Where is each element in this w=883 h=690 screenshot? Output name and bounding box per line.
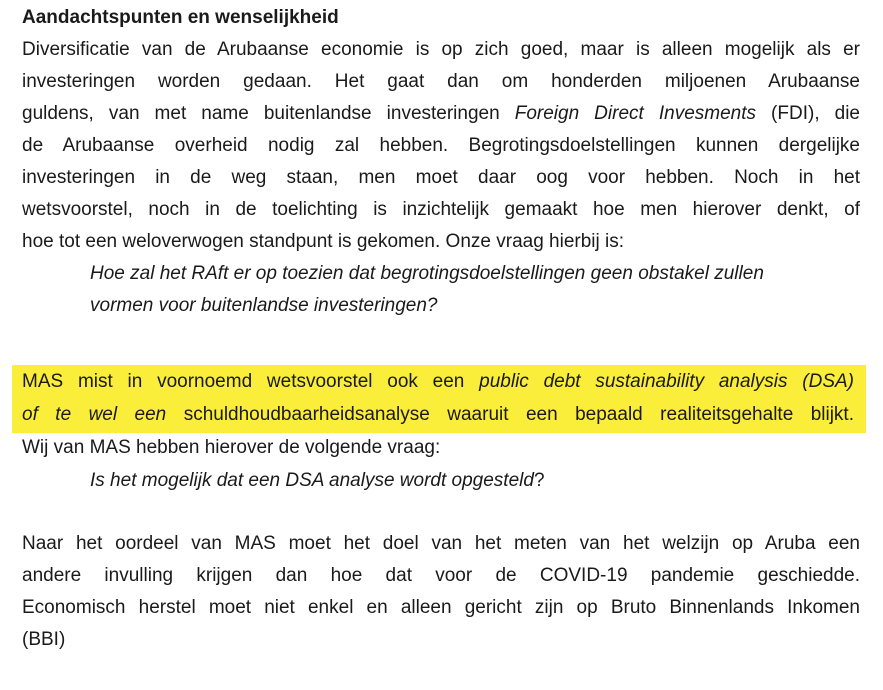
question-line	[90, 469, 545, 493]
text-run: MAS mist in voornoemd wetsvoorstel ook een	[22, 371, 480, 392]
text-run: guldens, van met name buitenlandse investeringen	[22, 103, 515, 124]
text-run: (FDI), die	[756, 103, 861, 124]
paragraph-line	[22, 102, 860, 126]
section-heading: Aandachtspunten en wenselijkheid	[22, 7, 339, 28]
paragraph-line: investeringen in de weg staan, men moet daar oog voor hebben. Noch in het	[22, 167, 860, 188]
paragraph-line: wetsvoorstel, noch in de toelichting is inzichtelijk gemaakt hoe men hierover denkt, of	[22, 199, 860, 220]
paragraph-line: hoe tot een weloverwogen standpunt is gekomen. Onze vraag hierbij is:	[22, 231, 625, 252]
paragraph-line: Naar het oordeel van MAS moet het doel van het meten van het welzijn op Aruba een	[22, 533, 860, 554]
text-run: schuldhoudbaarheidsanalyse waaruit een bepaald realiteitsgehalte blijkt.	[166, 404, 854, 425]
question-line: Hoe zal het RAft er op toezien dat begrotingsdoelstellingen geen obstakel zullen	[90, 263, 764, 284]
paragraph-line: Economisch herstel moet niet enkel en alleen gericht zijn op Bruto Binnenlands Inkomen	[22, 597, 860, 618]
italic-term: public debt sustainability analysis (DSA)	[479, 371, 854, 392]
paragraph-line: Wij van MAS hebben hierover de volgende vraag:	[22, 437, 441, 458]
question-line: vormen voor buitenlandse investeringen?	[90, 295, 438, 316]
highlighted-line	[22, 403, 854, 427]
italic-question: Is het mogelijk dat een DSA analyse wordt opgesteld	[90, 470, 534, 491]
italic-term: Foreign Direct Invesments	[514, 103, 757, 124]
paragraph-line: investeringen worden gedaan. Het gaat dan om honderden miljoenen Arubaanse	[22, 71, 860, 92]
italic-term: of te wel een	[22, 404, 167, 425]
paragraph-line: de Arubaanse overheid nodig zal hebben. Begrotingsdoelstellingen kunnen dergelijke	[22, 135, 860, 156]
paragraph-line: (BBI)	[22, 629, 66, 650]
question-mark: ?	[533, 470, 545, 491]
highlighted-line	[22, 370, 854, 394]
paragraph-line: Diversificatie van de Arubaanse economie is op zich goed, maar is alleen mogelijk als er	[22, 39, 860, 60]
paragraph-line: andere invulling krijgen dan hoe dat voor de COVID-19 pandemie geschiedde.	[22, 565, 860, 586]
